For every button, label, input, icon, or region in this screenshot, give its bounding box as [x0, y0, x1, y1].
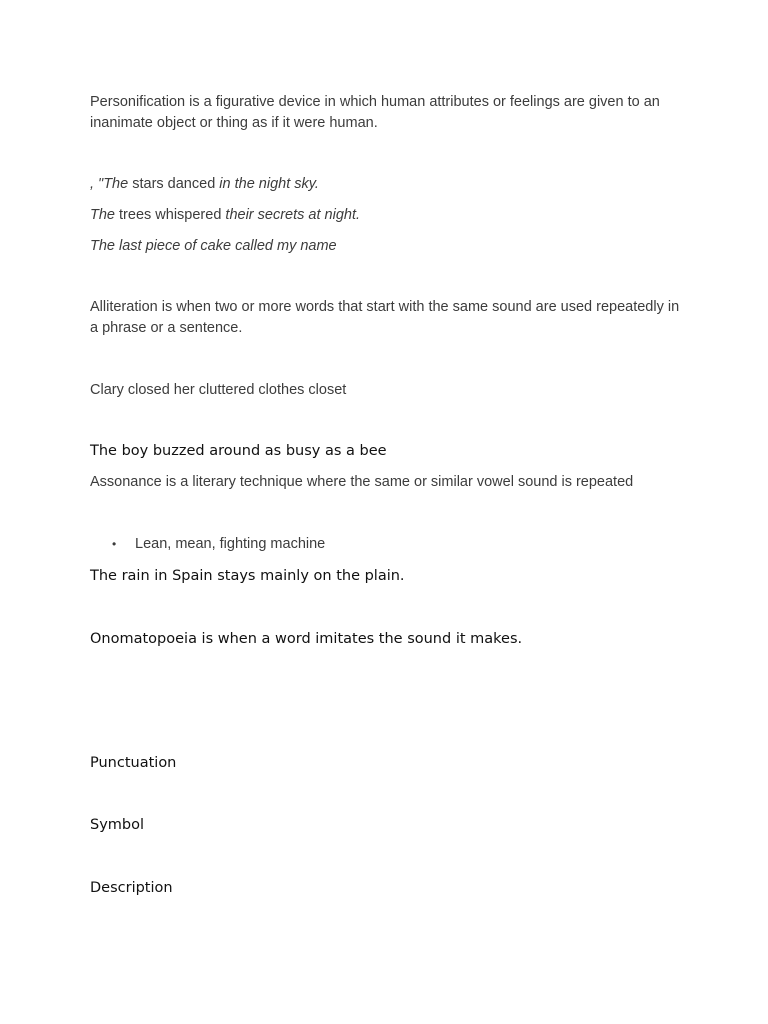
example-2-suffix: their secrets at night.	[225, 207, 361, 223]
example-1-prefix: , "The	[90, 176, 129, 192]
alliteration-example-1: Clary closed her cluttered clothes closet	[90, 382, 347, 398]
alliteration-example-2: The boy buzzed around as busy as a bee	[90, 443, 387, 459]
table-header-symbol: Symbol	[90, 817, 145, 833]
bullet-dot-icon: •	[112, 537, 117, 551]
table-header-description: Description	[90, 880, 173, 896]
assonance-definition: Assonance is a literary technique where the same or similar vowel sound is repeated	[90, 474, 634, 490]
personification-example-2	[90, 205, 360, 226]
onomatopoeia-definition: Onomatopoeia is when a word imitates the sound it makes.	[90, 631, 523, 647]
assonance-example-2: The rain in Spain stays mainly on the plain.	[90, 568, 405, 584]
alliteration-definition: Alliteration is when two or more words that start with the same sound are used repeatedly in a phrase or a sentence.	[90, 299, 680, 336]
table-header-punctuation: Punctuation	[90, 755, 177, 771]
personification-example-1	[90, 174, 319, 195]
example-2-prefix: The	[90, 207, 115, 223]
bullet-item-text: Lean, mean, fighting machine	[135, 536, 326, 552]
example-3-text: The last piece of cake called my name	[90, 238, 337, 254]
example-2-middle: trees whispered	[115, 207, 226, 223]
personification-definition: Personification is a figurative device in which human attributes or feelings are given to an inanimate object or thing as if it were human.	[90, 94, 660, 131]
example-1-middle: stars danced	[128, 176, 220, 192]
personification-example-3	[90, 236, 337, 257]
example-1-suffix: in the night sky.	[219, 176, 319, 192]
